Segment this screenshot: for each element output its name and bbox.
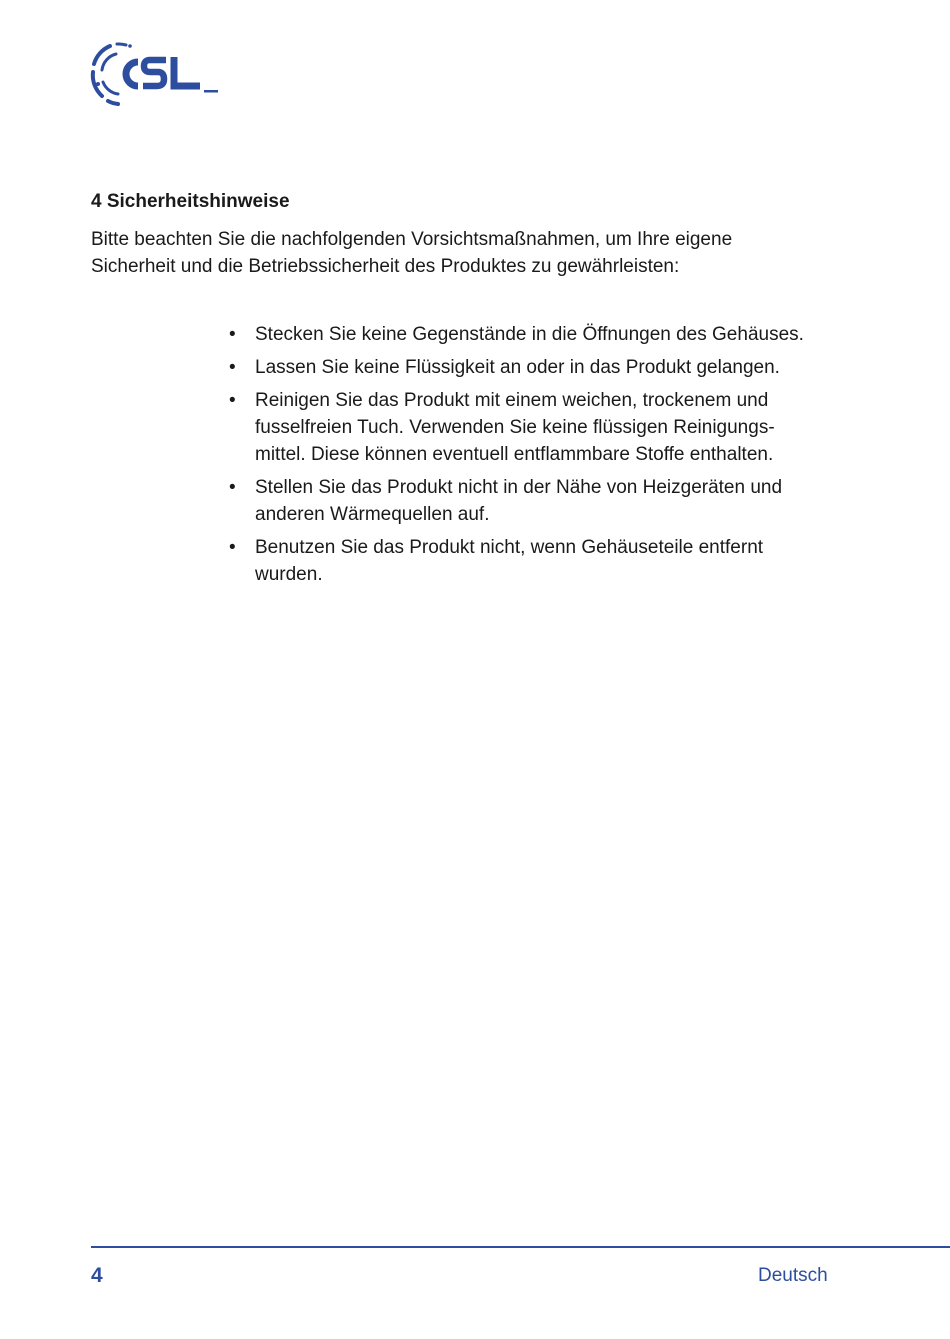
- bullet-item: [229, 354, 849, 381]
- bullet-dot-icon: •: [229, 357, 236, 378]
- bullet-line: Reinigen Sie das Produkt mit einem weichen, trockenem und: [255, 390, 769, 411]
- intro-paragraph: [91, 226, 851, 280]
- bullet-item: [229, 321, 849, 348]
- section-heading: 4 Sicherheitshinweise: [91, 191, 290, 212]
- bullet-line: Stellen Sie das Produkt nicht in der Nähe von Heizgeräten und: [255, 477, 783, 498]
- bullet-line: Stecken Sie keine Gegenstände in die Öffnungen des Gehäuses.: [255, 324, 804, 345]
- csl-logo: [88, 40, 223, 110]
- language-label: Deutsch: [758, 1265, 828, 1286]
- bullet-line: Benutzen Sie das Produkt nicht, wenn Gehäuseteile entfernt: [255, 537, 764, 558]
- safety-bullet-list: [229, 321, 849, 594]
- bullet-dot-icon: •: [229, 477, 236, 498]
- intro-line: Sicherheit und die Betriebssicherheit des Produktes zu gewährleisten:: [91, 256, 680, 277]
- bullet-line: anderen Wärmequellen auf.: [255, 504, 490, 525]
- bullet-item: [229, 474, 849, 528]
- intro-line: Bitte beachten Sie die nachfolgenden Vorsichtsmaßnahmen, um Ihre eigene: [91, 229, 733, 250]
- bullet-item: [229, 534, 849, 588]
- footer-divider: [91, 1246, 950, 1248]
- bullet-dot-icon: •: [229, 537, 236, 558]
- bullet-line: wurden.: [255, 564, 323, 585]
- bullet-line: mittel. Diese können eventuell entflammbare Stoffe enthalten.: [255, 444, 774, 465]
- page-number: 4: [91, 1264, 103, 1287]
- bullet-dot-icon: •: [229, 390, 236, 411]
- bullet-line: Lassen Sie keine Flüssigkeit an oder in das Produkt gelangen.: [255, 357, 780, 378]
- bullet-dot-icon: •: [229, 324, 236, 345]
- bullet-line: fusselfreien Tuch. Verwenden Sie keine flüssigen Reinigungs-: [255, 417, 775, 438]
- bullet-item: [229, 387, 849, 468]
